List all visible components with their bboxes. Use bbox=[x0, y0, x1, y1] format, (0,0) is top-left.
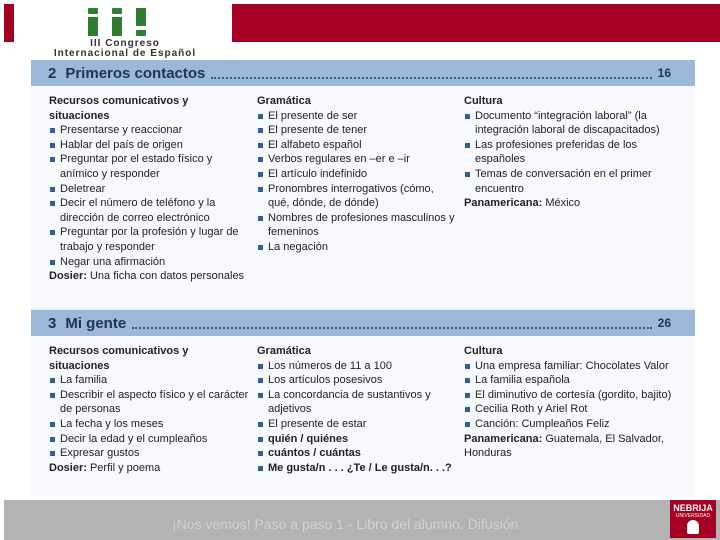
item-list bbox=[464, 359, 684, 432]
panamericana-text: Guatemala, El Salvador, Honduras bbox=[464, 432, 664, 460]
list-item: El alfabeto español bbox=[257, 138, 457, 153]
list-item: La negación bbox=[257, 240, 457, 255]
nebrija-logo-sub: UNIVERSIDAD bbox=[675, 513, 711, 519]
list-item: Los números de 11 a 100 bbox=[257, 359, 457, 374]
list-item: Deletrear bbox=[49, 182, 249, 197]
logo-mark-i-2 bbox=[112, 8, 122, 36]
unit-body bbox=[31, 86, 695, 308]
list-item: Pronombres interrogativos (cómo, qué, dónde, de dónde) bbox=[257, 182, 457, 211]
list-item: El presente de ser bbox=[257, 109, 457, 124]
list-item: cuántos / cuántas bbox=[257, 446, 457, 461]
list-item: Presentarse y reaccionar bbox=[49, 123, 249, 138]
nebrija-emblem-icon bbox=[687, 520, 699, 534]
item-list bbox=[49, 373, 249, 461]
unit-title: Primeros contactos bbox=[65, 64, 206, 82]
list-item: Negar una afirmación bbox=[49, 255, 249, 270]
leader-dots bbox=[211, 77, 651, 79]
list-item: Las profesiones preferidas de los españoles bbox=[464, 138, 684, 167]
unit-3 bbox=[31, 310, 695, 496]
column-culture bbox=[464, 344, 684, 461]
item-list bbox=[49, 123, 249, 269]
logo-mark-i-1 bbox=[88, 8, 98, 36]
congress-logo bbox=[20, 2, 230, 59]
panamericana-label: Panamericana: bbox=[464, 432, 543, 445]
list-item: Hablar del país de origen bbox=[49, 138, 249, 153]
panamericana-line bbox=[464, 196, 684, 211]
list-item: Temas de conversación en el primer encuentro bbox=[464, 167, 684, 196]
list-item: El presente de estar bbox=[257, 417, 457, 432]
dosier-line bbox=[49, 269, 249, 284]
column-heading: Gramática bbox=[257, 95, 311, 107]
column-culture bbox=[464, 94, 684, 211]
header-red-bar bbox=[232, 4, 720, 42]
logo-marks bbox=[88, 6, 146, 36]
list-item: quién / quiénes bbox=[257, 432, 457, 447]
nebrija-logo-name: NEBRIJA bbox=[673, 503, 713, 513]
column-communicative bbox=[49, 94, 249, 284]
list-item: La familia bbox=[49, 373, 249, 388]
dosier-label: Dosier: bbox=[49, 270, 87, 283]
panamericana-label: Panamericana: bbox=[464, 197, 543, 210]
list-item: Me gusta/n . . . ¿Te / Le gusta/n. . .? bbox=[257, 461, 457, 476]
unit-body bbox=[31, 336, 695, 496]
unit-number: 3 bbox=[48, 314, 57, 332]
panamericana-text: México bbox=[542, 197, 581, 210]
list-item: Documento “integración laboral” (la integración laboral de discapacitados) bbox=[464, 109, 684, 138]
dosier-text: Perfil y poema bbox=[86, 461, 161, 474]
dosier-text: Una ficha con datos personales bbox=[86, 270, 245, 283]
list-item: Expresar gustos bbox=[49, 446, 249, 461]
dosier-line bbox=[49, 461, 249, 476]
list-item: La fecha y los meses bbox=[49, 417, 249, 432]
list-item: Canción: Cumpleaños Feliz bbox=[464, 417, 684, 432]
column-communicative bbox=[49, 344, 249, 475]
list-item: El presente de tener bbox=[257, 123, 457, 138]
column-heading: Gramática bbox=[257, 345, 311, 357]
unit-2 bbox=[31, 60, 695, 308]
column-heading: Recursos comunicativos y situaciones bbox=[49, 95, 189, 122]
logo-text-line1: III Congreso bbox=[90, 38, 160, 49]
list-item: El artículo indefinido bbox=[257, 167, 457, 182]
panamericana-line bbox=[464, 432, 684, 461]
leader-dots bbox=[132, 327, 651, 329]
item-list bbox=[464, 109, 684, 197]
unit-page-number: 16 bbox=[657, 66, 671, 80]
list-item: Decir el número de teléfono y la dirección de correo electrónico bbox=[49, 196, 249, 225]
column-heading: Recursos comunicativos y situaciones bbox=[49, 345, 189, 372]
footer-caption: ¡Nos vemos! Paso a paso 1 - Libro del alumno. Difusión. bbox=[172, 516, 523, 532]
unit-header bbox=[31, 310, 695, 336]
column-heading: Cultura bbox=[464, 345, 503, 357]
footer-bar bbox=[4, 500, 720, 540]
header-left-strip bbox=[4, 4, 14, 42]
list-item: La concordancia de sustantivos y adjetivos bbox=[257, 388, 457, 417]
list-item: Cecilia Roth y Ariel Rot bbox=[464, 402, 684, 417]
list-item: Preguntar por el estado físico y anímico y responder bbox=[49, 152, 249, 181]
unit-header bbox=[31, 60, 695, 86]
list-item: Nombres de profesiones masculinos y femeninos bbox=[257, 211, 457, 240]
unit-title: Mi gente bbox=[65, 314, 127, 332]
list-item: La familia española bbox=[464, 373, 684, 388]
column-grammar bbox=[257, 344, 457, 475]
unit-page-number: 26 bbox=[657, 316, 671, 330]
column-heading: Cultura bbox=[464, 95, 503, 107]
logo-mark-exclamation bbox=[136, 8, 146, 36]
list-item: Describir el aspecto físico y el carácter de personas bbox=[49, 388, 249, 417]
list-item: Una empresa familiar: Chocolates Valor bbox=[464, 359, 684, 374]
item-list bbox=[257, 109, 457, 255]
list-item: Preguntar por la profesión y lugar de trabajo y responder bbox=[49, 225, 249, 254]
table-of-contents bbox=[31, 60, 695, 496]
dosier-label: Dosier: bbox=[49, 461, 87, 474]
logo-text-line2: Internacional de Español bbox=[53, 48, 197, 59]
list-item: Los artículos posesivos bbox=[257, 373, 457, 388]
nebrija-logo bbox=[670, 500, 716, 538]
list-item: Verbos regulares en –er e –ir bbox=[257, 152, 457, 167]
unit-number: 2 bbox=[48, 64, 57, 82]
column-grammar bbox=[257, 94, 457, 255]
item-list bbox=[257, 359, 457, 476]
list-item: Decir la edad y el cumpleaños bbox=[49, 432, 249, 447]
list-item: El diminutivo de cortesía (gordito, bajito) bbox=[464, 388, 684, 403]
